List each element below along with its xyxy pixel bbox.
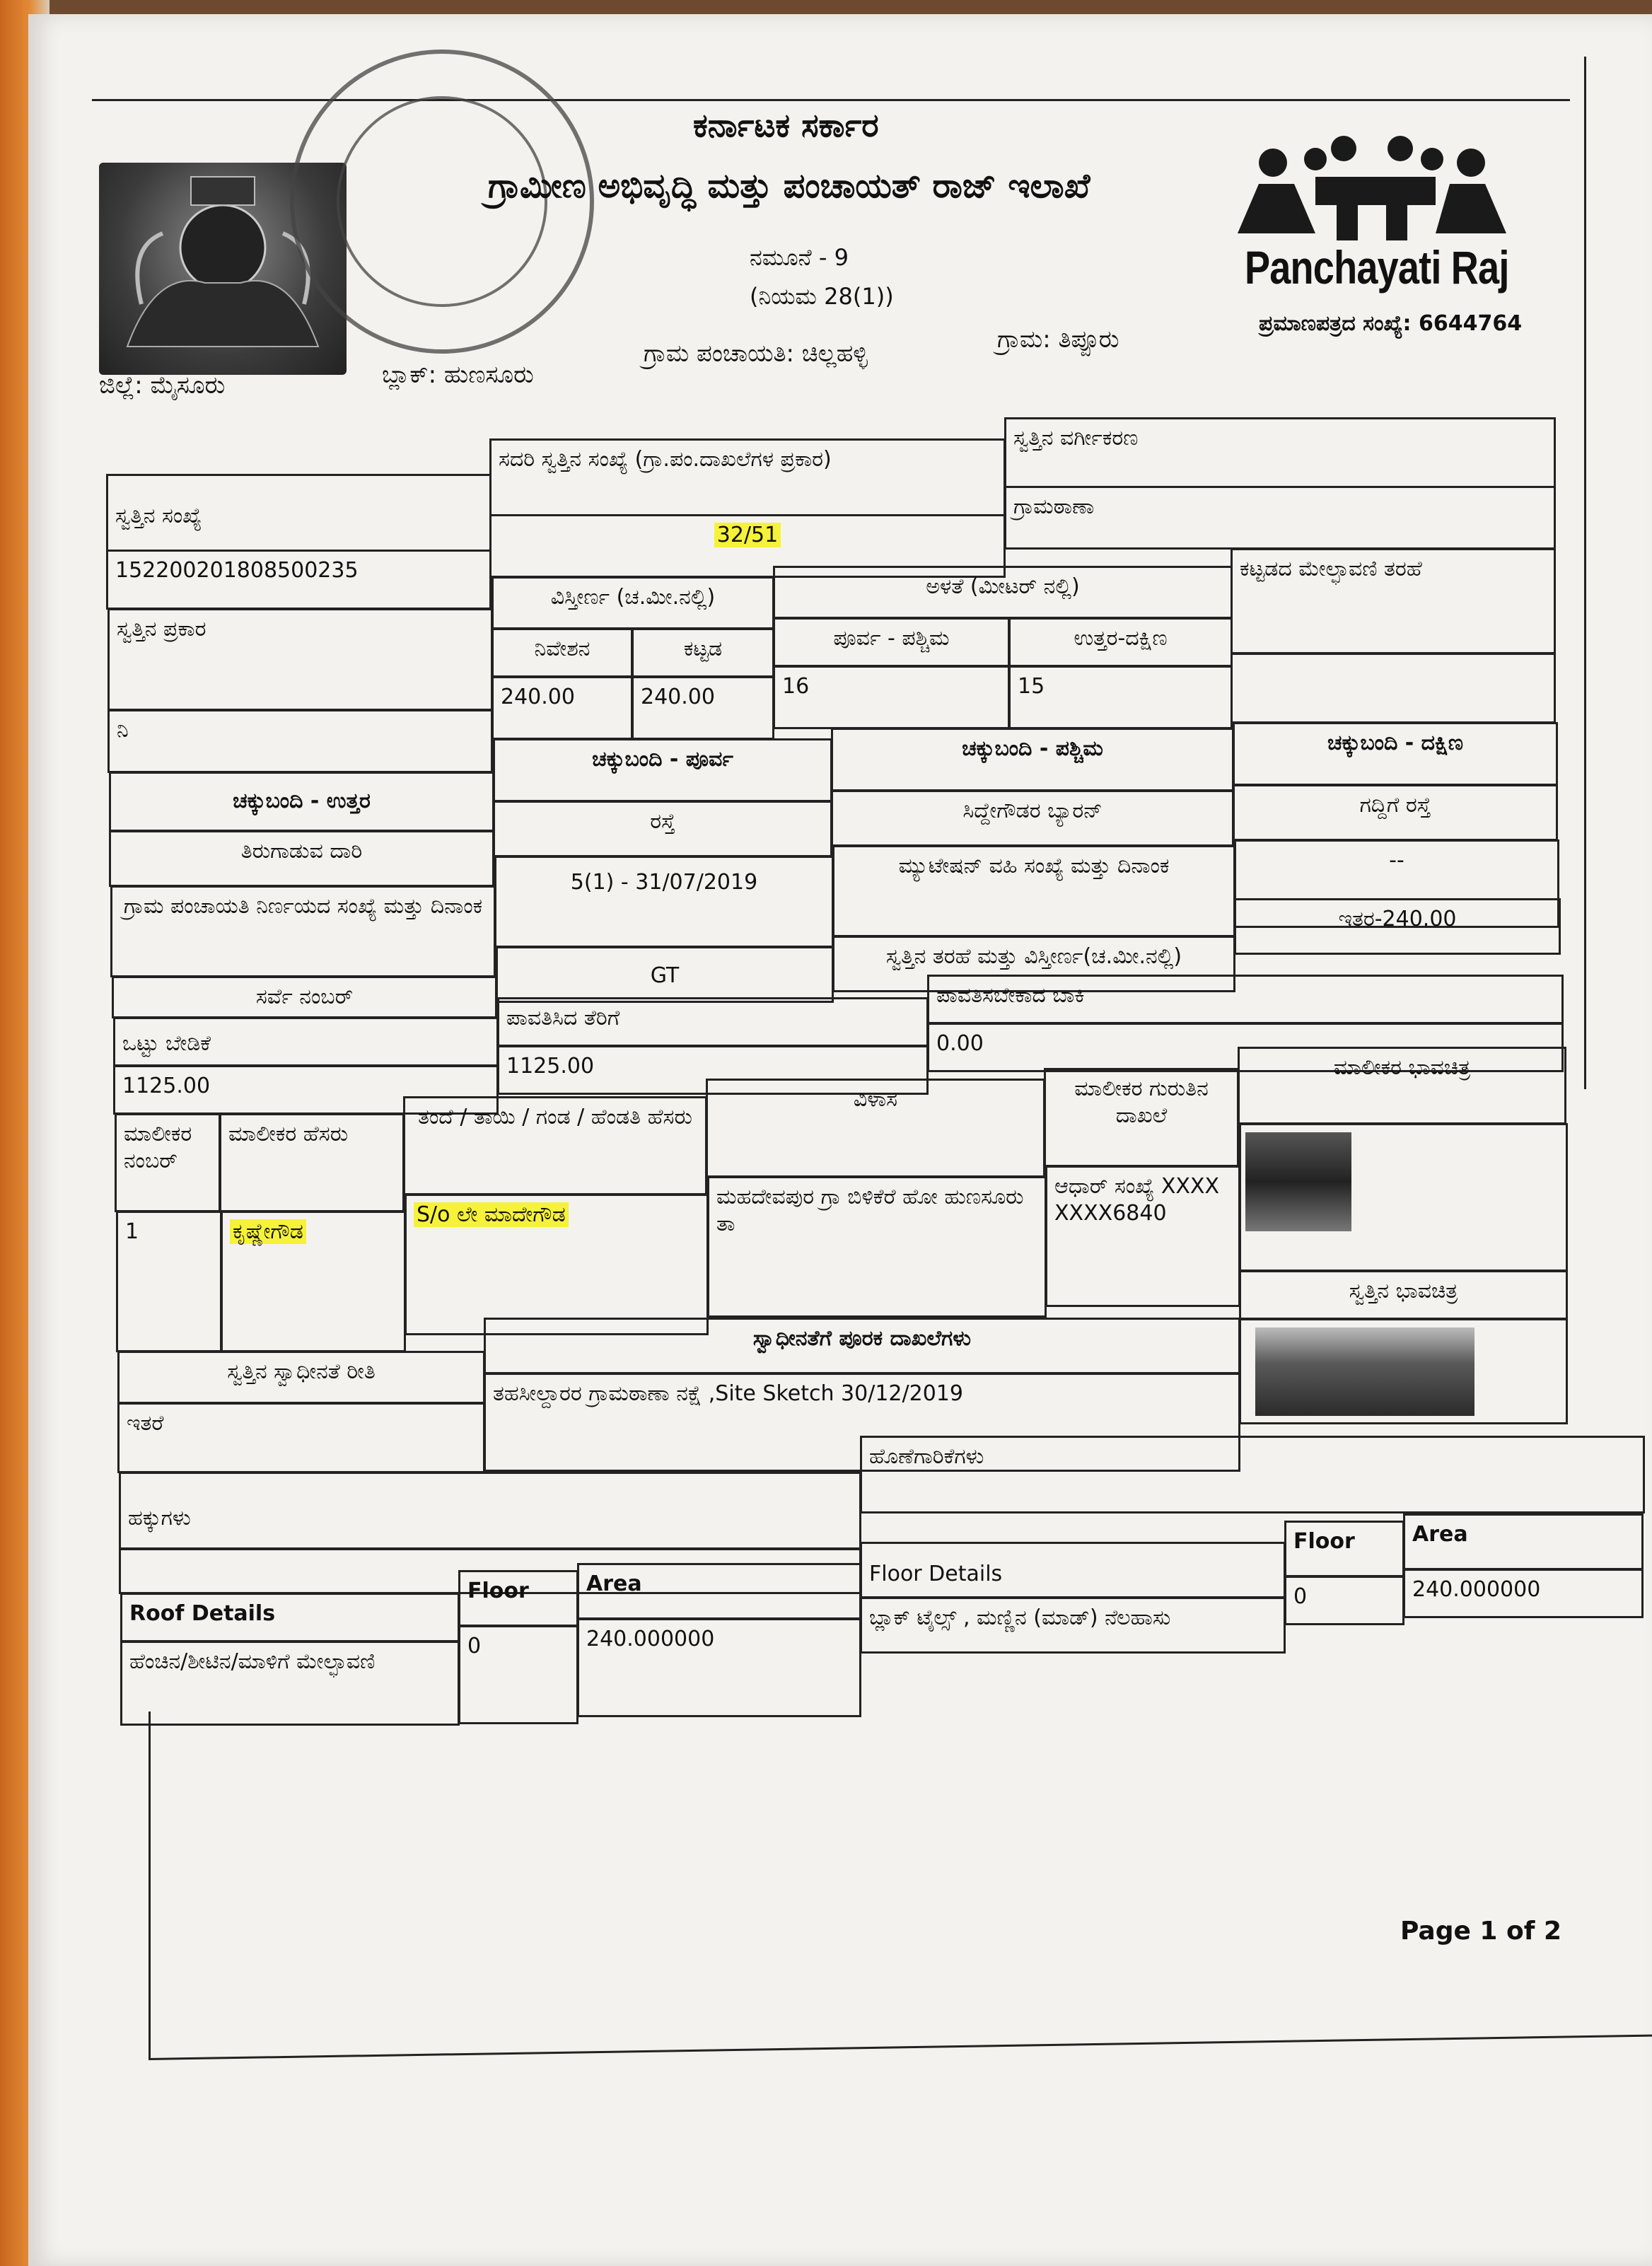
classification-value: ಗ್ರಾಮಠಾಣಾ — [1013, 494, 1095, 519]
floor-area: 240.000000 — [1412, 1577, 1541, 1602]
balance-label: ಪಾವತಿಸಬೇಕಾದ ಬಾಕಿ — [936, 983, 1085, 1008]
dimensions-header-cell — [773, 566, 1233, 619]
gp-resolution-label-cell — [110, 885, 496, 977]
roof-floor: 0 — [467, 1634, 482, 1658]
village: ಗ್ರಾಮ: ತಿಪ್ಪೂರು — [997, 325, 1119, 354]
north-boundary-value: ತಿರುಗಾಡುವ ದಾರಿ — [240, 839, 363, 864]
property-no-label-cell — [106, 474, 491, 552]
property-no-value: 152200201808500235 — [115, 558, 359, 583]
gp-resolution-label: ಗ್ರಾಮ ಪಂಚಾಯತಿ ನಿರ್ಣಯದ ಸಂಖ್ಯೆ ಮತ್ತು ದಿನಾಂಕ — [123, 894, 483, 919]
panchayati-raj-logo-icon — [1231, 134, 1513, 248]
owner-name-cell — [221, 1211, 406, 1352]
building-label-cell — [632, 628, 774, 678]
floor-type: ಬ್ಲಾಕ್ ಟೈಲ್ಸ್ , ಮಣ್ಣಿನ (ಮಾಡ್) ನೆಲಹಾಸು — [869, 1605, 1171, 1630]
gram-panchayat: ಗ್ರಾಮ ಪಂಚಾಯತಿ: ಚಿಲ್ಲಹಳ್ಳಿ — [644, 339, 868, 368]
roof-floor-label-cell — [458, 1570, 578, 1627]
district: ಜಿಲ್ಲೆ: ಮೈಸೂರು — [99, 371, 226, 400]
owner-name-label-cell — [219, 1113, 405, 1212]
possession-docs-value: ತಹಸೀಲ್ದಾರರ ಗ್ರಾಮಠಾಣಾ ನಕ್ಷೆ ,Site Sketch 30/12/2019 — [493, 1381, 963, 1406]
north-south-value: 15 — [1018, 674, 1045, 699]
property-type-label: ಸ್ವತ್ತಿನ ಪ್ರಕಾರ — [117, 617, 206, 641]
south-boundary-label-cell — [1233, 722, 1558, 786]
property-photo — [1255, 1327, 1474, 1416]
property-type-value-cell — [107, 709, 493, 773]
floor-area-cell — [1403, 1569, 1644, 1618]
paid-label: ಪಾವತಿಸಿದ ತೆರಿಗೆ — [506, 1006, 620, 1030]
top-rule — [92, 99, 1570, 101]
address-label: ವಿಳಾಸ — [853, 1087, 898, 1112]
id-label-cell — [1044, 1068, 1239, 1167]
mutation-label-cell — [832, 845, 1235, 937]
paid-label-cell — [497, 997, 929, 1047]
north-south-label: ಉತ್ತರ-ದಕ್ಷಿಣ — [1074, 626, 1168, 651]
classification-label: ಸ್ವತ್ತಿನ ವರ್ಗೀಕರಣ — [1013, 426, 1139, 451]
roof-area-label-cell — [577, 1563, 861, 1620]
address-label-cell — [706, 1079, 1045, 1178]
north-boundary-label: ಚಕ್ಕುಬಂದಿ - ಉತ್ತರ — [233, 789, 371, 813]
dimensions-header: ಅಳತೆ (ಮೀಟರ್ ನಲ್ಲಿ) — [926, 574, 1080, 599]
owner-no-cell — [116, 1211, 222, 1352]
roof-title: Roof Details — [129, 1601, 276, 1626]
bottom-rule — [149, 2034, 1652, 2060]
floor-floor-label-cell — [1284, 1521, 1404, 1577]
floor-title-cell — [860, 1542, 1286, 1598]
panchayati-raj-logo-text: Panchayati Raj — [1245, 241, 1509, 294]
old-no-label-cell — [489, 438, 1006, 516]
old-no-label: ಸದರಿ ಸ್ವತ್ತಿನ ಸಂಖ್ಯೆ (ಗ್ರಾ.ಪಂ.ದಾಖಲೆಗಳ ಪ್ರಕಾರ) — [499, 447, 832, 472]
roof-type-label: ಕಟ್ಟಡದ ಮೇಲ್ಛಾವಣಿ ತರಹೆ — [1240, 557, 1422, 581]
gp-resolution-value-cell — [494, 856, 834, 948]
site-label-cell — [491, 628, 633, 678]
possession-docs-label-cell — [484, 1318, 1240, 1374]
site-label: ನಿವೇಶನ — [534, 637, 591, 661]
relation-cell — [405, 1194, 709, 1335]
owner-photo — [1245, 1132, 1351, 1231]
east-west-value: 16 — [782, 674, 810, 699]
roof-type: ಹೆಂಚಿನ/ಶೀಟಿನ/ಮಾಳಿಗೆ ಮೇಲ್ಛಾವಣಿ — [129, 1649, 376, 1674]
possession-docs-label: ಸ್ವಾಧೀನತೆಗೆ ಪೂರಕ ದಾಖಲೆಗಳು — [752, 1326, 972, 1351]
address-cell — [707, 1176, 1047, 1318]
roof-type-value-cell — [1231, 653, 1556, 724]
roof-area-cell — [577, 1618, 861, 1717]
east-boundary-label: ಚಕ್ಕುಬಂದಿ - ಪೂರ್ವ — [592, 747, 733, 772]
mutation-label: ಮ್ಯುಟೇಷನ್ ವಹಿ ಸಂಖ್ಯೆ ಮತ್ತು ದಿನಾಂಕ — [898, 854, 1170, 878]
east-west-label-cell — [773, 617, 1010, 667]
mutation-value: -- — [1389, 848, 1404, 873]
roof-type-label-cell — [1231, 548, 1556, 654]
floor-area-label: Area — [1412, 1522, 1468, 1547]
owner-no-label: ಮಾಲೀಕರ ನಂಬರ್ — [124, 1122, 192, 1173]
relation-label-cell — [403, 1096, 707, 1195]
east-boundary-label-cell — [493, 738, 832, 802]
government-title: ಕರ್ನಾಟಕ ಸರ್ಕಾರ — [693, 106, 879, 144]
certificate-number: ಪ್ರಮಾಣಪತ್ರದ ಸಂಖ್ಯೆ: 6644764 — [1259, 311, 1523, 336]
form-name: ನಮೂನೆ - 9 — [750, 244, 849, 271]
area-header-cell — [491, 576, 774, 629]
owner-no-label-cell — [115, 1113, 221, 1212]
roof-title-cell — [120, 1593, 460, 1642]
id-label: ಮಾಲೀಕರ ಗುರುತಿನ ದಾಖಲೆ — [1074, 1076, 1209, 1128]
building-area-cell — [632, 676, 774, 740]
possession-method-label: ಸ್ವತ್ತಿನ ಸ್ವಾಧೀನತೆ ರೀತಿ — [227, 1359, 376, 1384]
survey-label: ಸರ್ವೆ ನಂಬರ್ — [255, 984, 354, 1009]
owner-name-label: ಮಾಲೀಕರ ಹೆಸರು — [228, 1122, 349, 1146]
north-south-value-cell — [1008, 666, 1233, 729]
roof-floor-label: Floor — [467, 1579, 529, 1603]
rights-label: ಹಕ್ಕುಗಳು — [128, 1506, 191, 1530]
owner-name: ಕೃಷ್ಣೇಗೌಡ — [230, 1219, 306, 1244]
floor-title: Floor Details — [869, 1562, 1003, 1586]
balance-value: 0.00 — [936, 1031, 984, 1056]
building-label: ಕಟ್ಟಡ — [683, 637, 723, 661]
classification-value-cell — [1004, 486, 1556, 550]
gp-resolution-value: 5(1) - 31/07/2019 — [570, 870, 758, 895]
site-area-cell — [491, 676, 633, 740]
east-boundary-value-cell — [493, 801, 832, 857]
site-area: 240.00 — [501, 685, 575, 709]
property-no-label: ಸ್ವತ್ತಿನ ಸಂಖ್ಯೆ — [115, 504, 202, 528]
roof-floor-cell — [458, 1625, 578, 1724]
survey-label-cell — [112, 976, 497, 1018]
east-west-value-cell — [773, 666, 1010, 729]
south-boundary-label: ಚಕ್ಕುಬಂದಿ - ದಕ್ಷಿಣ — [1327, 731, 1464, 755]
floor-floor-label: Floor — [1293, 1529, 1355, 1554]
building-area: 240.00 — [641, 685, 715, 709]
demand-label: ಒಟ್ಟು ಬೇಡಿಕೆ — [122, 1031, 211, 1056]
left-frame — [149, 1712, 151, 2058]
address: ಮಹದೇವಪುರ ಗ್ರಾ ಬಿಳಿಕೆರೆ ಹೋ ಹುಣಸೂರು ತಾ — [716, 1185, 1024, 1236]
possession-method-label-cell — [117, 1351, 485, 1404]
east-boundary-value: ರಸ್ತೆ — [650, 809, 675, 834]
floor-area-label-cell — [1403, 1513, 1644, 1570]
property-photo-label: ಸ್ವತ್ತಿನ ಭಾವಚಿತ್ರ — [1349, 1279, 1458, 1303]
balance-label-cell — [927, 975, 1564, 1024]
owner-photo-cell — [1239, 1123, 1568, 1272]
relation: S/o ಲೇ ಮಾದೇಗೌಡ — [414, 1202, 569, 1227]
property-type-value: ನಿ — [117, 718, 129, 743]
survey-value-cell — [496, 946, 834, 1003]
right-frame — [1584, 57, 1586, 1089]
south-boundary-value: ಗದ್ದಿಗೆ ರಸ್ತೆ — [1359, 793, 1431, 818]
floor-floor: 0 — [1293, 1584, 1308, 1609]
document-sheet — [28, 14, 1652, 2266]
form-rule: (ನಿಯಮ 28(1)) — [750, 283, 894, 310]
west-boundary-label: ಚಕ್ಕುಬಂದಿ - ಪಶ್ಚಿಮ — [962, 736, 1103, 761]
north-boundary-label-cell — [109, 772, 494, 832]
floor-floor-cell — [1284, 1576, 1404, 1625]
owner-photo-label: ಮಾಲೀಕರ ಭಾವಚಿತ್ರ — [1333, 1055, 1471, 1080]
page-number: Page 1 of 2 — [1400, 1917, 1561, 1946]
relation-label: ತಂದೆ / ತಾಯಿ / ಗಂಡ / ಹೆಂಡತಿ ಹೆಸರು — [418, 1105, 692, 1129]
rights-label-cell — [119, 1472, 861, 1550]
demand-label-cell — [113, 1017, 499, 1067]
possession-method-value: ಇತರೆ — [127, 1411, 164, 1436]
roof-type-cell — [120, 1641, 460, 1726]
department-title: ಗ್ರಾಮೀಣ ಅಭಿವೃದ್ಧಿ ಮತ್ತು ಪಂಚಾಯತ್ ರಾಜ್ ಇಲಾಖೆ — [488, 166, 1090, 206]
west-boundary-label-cell — [831, 728, 1234, 791]
property-photo-label-cell — [1239, 1270, 1568, 1320]
prop-type-area-label: ಸ್ವತ್ತಿನ ತರಹೆ ಮತ್ತು ವಿಸ್ತೀರ್ಣ(ಚ.ಮೀ.ನಲ್ಲಿ) — [885, 944, 1182, 969]
property-photo-cell — [1239, 1318, 1568, 1424]
classification-label-cell — [1004, 417, 1556, 488]
property-no-value-cell — [106, 550, 491, 610]
block: ಬ್ಲಾಕ್: ಹುಣಸೂರು — [382, 361, 534, 389]
east-west-label: ಪೂರ್ವ - ಪಶ್ಚಿಮ — [833, 626, 950, 651]
id-value: ಆಧಾರ್ ಸಂಖ್ಯೆ XXXXXXXX6840 — [1054, 1174, 1220, 1226]
prop-type-area-value: ಇತರ-240.00 — [1338, 907, 1457, 931]
prop-type-area-value-cell — [1234, 898, 1561, 955]
id-value-cell — [1045, 1166, 1240, 1307]
possession-method-value-cell — [117, 1402, 485, 1473]
paid-value: 1125.00 — [506, 1054, 595, 1079]
owner-photo-label-cell — [1238, 1047, 1566, 1125]
area-header: ವಿಸ್ತೀರ್ಣ (ಚ.ಮೀ.ನಲ್ಲಿ) — [550, 585, 716, 610]
liabilities-label-cell — [860, 1436, 1645, 1513]
north-south-label-cell — [1008, 617, 1233, 667]
survey-value: GT — [650, 963, 680, 988]
south-boundary-value-cell — [1233, 784, 1558, 841]
roof-area-label: Area — [586, 1571, 642, 1596]
demand-value: 1125.00 — [122, 1074, 211, 1098]
property-type-label-cell — [107, 608, 493, 711]
old-no-value: 32/51 — [714, 523, 781, 547]
north-boundary-value-cell — [109, 830, 494, 887]
owner-no: 1 — [125, 1219, 139, 1244]
liabilities-label: ಹೊಣೆಗಾರಿಕೆಗಳು — [869, 1444, 984, 1469]
west-boundary-value: ಸಿದ್ದೇಗೌಡರ ಬ್ಯಾರನ್ — [962, 798, 1103, 823]
roof-area: 240.000000 — [586, 1627, 715, 1651]
west-boundary-value-cell — [831, 790, 1234, 847]
floor-type-cell — [860, 1597, 1286, 1654]
